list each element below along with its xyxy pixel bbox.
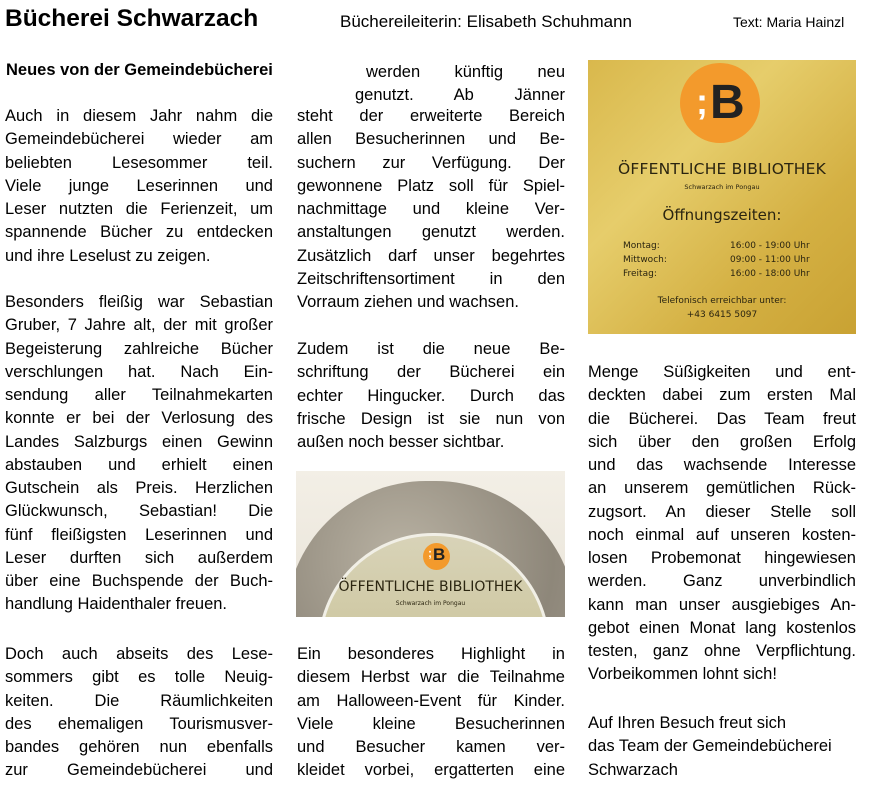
text-line: gebot einen Monat lang kostenlos [588,618,856,637]
text-line: Gutschein als Preis. Herzlichen [5,479,273,497]
text-line: Ein besonderes Highlight in [297,645,565,663]
text-line: und Besucher kamen ver- [297,738,565,756]
text-line: zugsort. An dieser Stelle soll [588,502,856,521]
article-paragraph [588,361,856,687]
text-line: sich über den großen Erfolg [588,432,856,451]
text-line: abstauben und erhielt einen [5,455,273,474]
text-line: schriftung der Bücherei ein [297,363,565,382]
text-line: spannende Bücher zu entdecken [5,223,273,242]
article-paragraph [5,643,273,783]
text-line: Vorraum ziehen und wachsen. [297,293,519,311]
text-line: beliebten Lesesommer teil. [5,153,273,172]
text-line: werden. Ganz unverbindlich [588,572,856,591]
text-line: testen, ganz ohne Verpflichtung. [588,642,856,660]
text-line: Landes Salzburgs einen Gewinn [5,432,273,451]
text-line: Auf Ihren Besuch freut sich [588,714,787,732]
text-line: an unserem gemütlichen Rück- [588,479,856,498]
library-lead: Büchereileiterin: Elisabeth Schuhmann [340,12,633,31]
text-line: genutzt. Ab Jänner [355,86,565,105]
entrance-sign-subtitle: Schwarzach im Pongau [395,600,466,607]
text-line: Leser durften sich außerdem [5,548,273,567]
sign-title: ÖFFENTLICHE BIBLIOTHEK [617,160,827,178]
article-heading: Neues von der Gemeindebücherei [6,61,273,79]
text-line: Schwarzach [588,760,678,779]
text-line: echter Hingucker. Durch das [297,386,565,405]
text-line: suchern zur Verfügung. Der [297,153,565,172]
text-line: kleidet vorbei, ergatterten eine [297,761,565,780]
hours-time: 16:00 - 19:00 Uhr [730,241,810,251]
text-line: steht der erweiterte Bereich [297,107,565,125]
article-paragraph [588,712,856,782]
text-line: losen Probemonat hingewiesen [588,549,856,567]
text-line: konnte er bei der Verlosung des [5,409,273,428]
hours-time: 09:00 - 11:00 Uhr [730,255,810,265]
text-line: werden künftig neu [366,63,565,81]
article-paragraph [297,105,565,314]
text-line: frische Design ist sie nun von [297,409,565,428]
text-line: am Halloween-Event für Kinder. [297,691,565,710]
library-logo: ; B [680,63,760,143]
text-line: Menge Süßigkeiten und ent- [588,363,856,381]
text-line: Besonders fleißig war Sebastian [5,293,273,311]
text-line: kann man unser ausgiebiges An- [588,595,856,614]
article-paragraph [297,643,565,783]
text-line: anstaltungen genutzt werden. [297,223,565,242]
text-line: diesem Herbst war die Teilnahme [297,668,565,687]
text-line: noch einmal auf unseren kosten- [588,525,856,544]
text-line: sommers gibt es tolle Neuig- [5,668,273,687]
text-line: allen Besucherinnen und Be- [297,130,565,149]
text-line: Auch in diesem Jahr nahm die [5,107,273,125]
text-line: die Bücherei. Das Team freut [588,409,856,428]
text-line: Viele junge Leserinnen und [5,176,273,195]
article-paragraph [297,61,565,108]
hours-day: Freitag: [623,269,657,279]
text-line: bandes gehören nun ebenfalls [5,738,273,756]
text-line: Zeitschriftensortiment in den [297,269,565,288]
text-line: nachmittage und kleine Ver- [297,200,565,218]
library-entrance-photo [296,471,565,617]
text-line: zur Gemeindebücherei und [5,761,273,780]
phone-label: Telefonisch erreichbar unter: [657,296,787,306]
article-paragraph [5,105,273,268]
text-line: Glückwunsch, Sebastian! Die [5,502,273,521]
sign-subtitle: Schwarzach im Pongau [684,183,760,191]
text-line: und das wachsende Interesse [588,456,856,474]
text-line: außen noch besser sichtbar. [297,433,505,451]
text-line: sendung aller Teilnahmekarten [5,386,273,404]
text-line: das Team der Gemeindebücherei [588,737,832,756]
text-line: fünf fleißigsten Leserinnen und [5,525,273,544]
text-line: gewonnene Platz soll für Spiel- [297,176,565,195]
text-line: handlung Haidenthaler freuen. [5,595,228,614]
library-logo: ; B [423,543,450,570]
text-line: Zusätzlich darf unser begehrtes [297,246,565,265]
hours-day: Mittwoch: [623,255,667,265]
text-line: über eine Buchspende der Buch- [5,572,273,590]
text-line: Zudem ist die neue Be- [297,340,565,358]
opening-hours-sign-photo [588,60,856,334]
text-line: verschlungen hat. Nach Ein- [5,362,273,381]
article-paragraph [297,338,565,454]
text-line: Leser nutzten die Ferienzeit, um [5,200,273,218]
text-line: und ihre Leselust zu zeigen. [5,246,211,265]
text-line: deckten dabei zum ersten Mal [588,386,856,405]
newsletter-title: Bücherei Schwarzach [5,5,259,32]
text-line: Begeisterung zahlreiche Bücher [5,339,273,358]
text-line: Gruber, 7 Jahre alt, der mit großer [5,316,273,335]
hours-time: 16:00 - 18:00 Uhr [730,269,810,279]
text-line: keiten. Die Räumlichkeiten [5,691,273,710]
author-credit: Text: Maria Hainzl [733,14,845,30]
phone-number: +43 6415 5097 [686,310,758,320]
hours-day: Montag: [623,241,660,251]
text-line: Doch auch abseits des Lese- [5,645,273,663]
entrance-sign-title: ÖFFENTLICHE BIBLIOTHEK [338,579,523,595]
text-line: Vorbeikommen lohnt sich! [588,665,777,684]
text-line: Viele kleine Besucherinnen [297,714,565,733]
article-paragraph [5,291,273,617]
hours-title: Öffnungszeiten: [662,206,782,224]
text-line: des ehemaligen Tourismusver- [5,714,273,733]
text-line: Gemeindebücherei wieder am [5,130,273,149]
